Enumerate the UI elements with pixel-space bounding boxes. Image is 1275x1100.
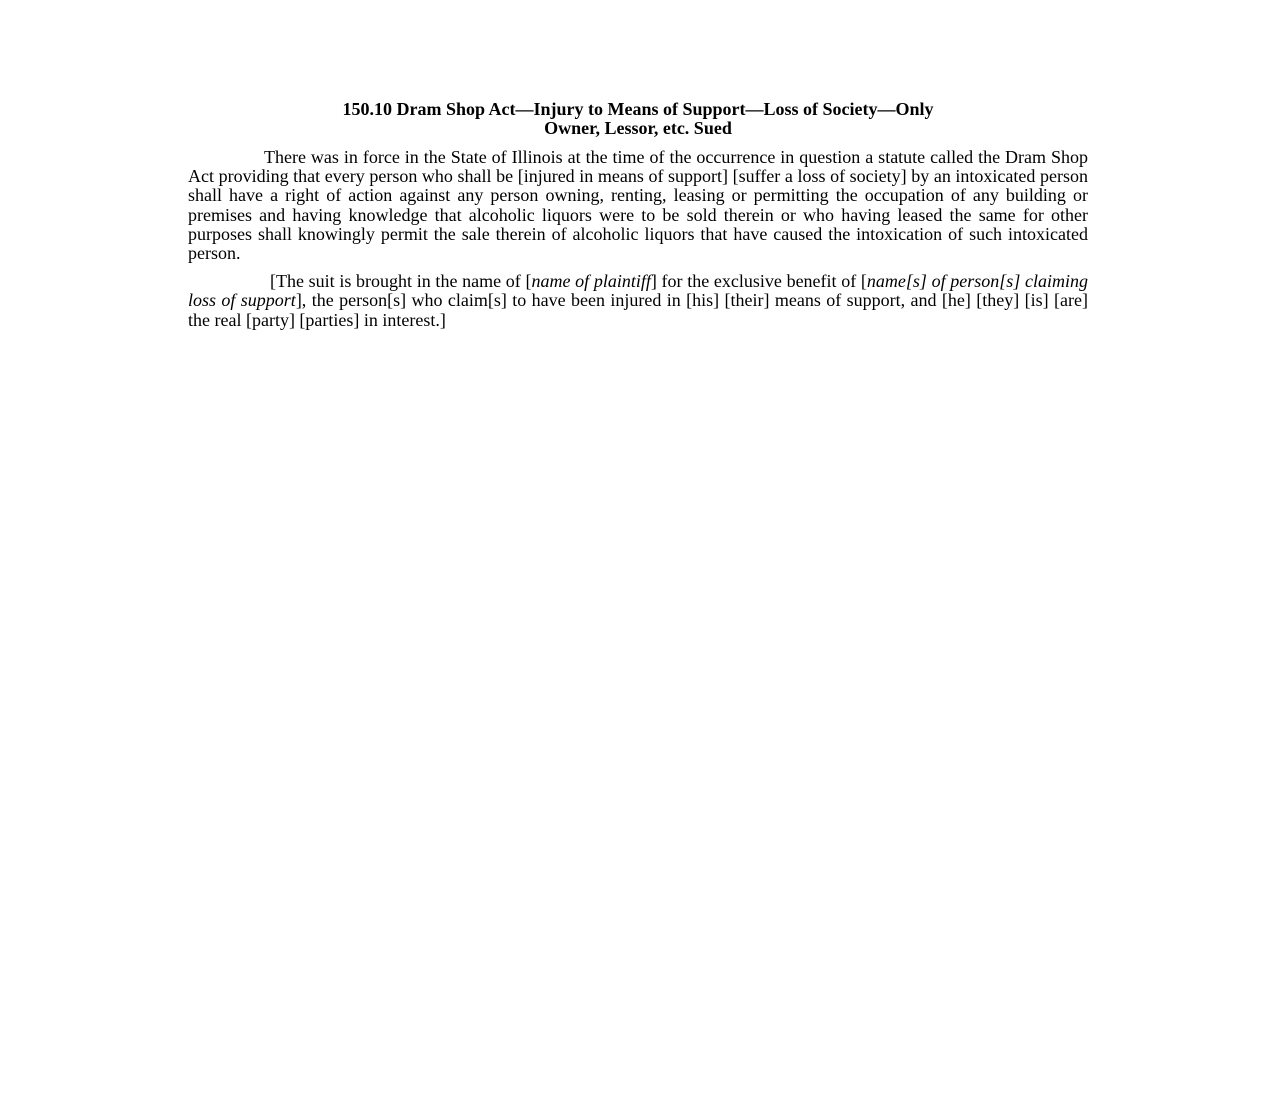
paragraph-suit-text-3: ], the person[s] who claim[s] to have been injured in [his] [their] means of support, and [he] [they] [is] [are] the real [party] [parties] in interest.] — [188, 290, 1088, 330]
document-content — [188, 100, 1088, 339]
title-line-1: 150.10 Dram Shop Act—Injury to Means of Support—Loss of Society—Only — [342, 99, 934, 119]
paragraph-suit-text-1: [The suit is brought in the name of [ — [270, 271, 532, 292]
claimant-names-placeholder: name[s] of person[s] claiming loss of support — [188, 271, 1089, 311]
instruction-title — [188, 100, 1088, 138]
plaintiff-name-placeholder: name of plaintiff — [531, 271, 651, 292]
paragraph-suit — [188, 272, 1088, 330]
paragraph-statute: There was in force in the State of Illinois at the time of the occurrence in question a statute called the Dram Shop Act providing that every person who shall be [injured in means of support] [suffer a loss of society] by an intoxicated person shall have a right of action against any person owning, renting, leasing or permitting the occupation of any building or premises and having knowledge that alcoholic liquors were to be sold therein or who having leased the same for other purposes shall knowingly permit the sale therein of alcoholic liquors that have caused the intoxication of such intoxicated person. — [188, 147, 1088, 264]
title-line-2: Owner, Lessor, etc. Sued — [544, 118, 732, 138]
paragraph-suit-text-2: ] for the exclusive benefit of [ — [650, 271, 867, 292]
